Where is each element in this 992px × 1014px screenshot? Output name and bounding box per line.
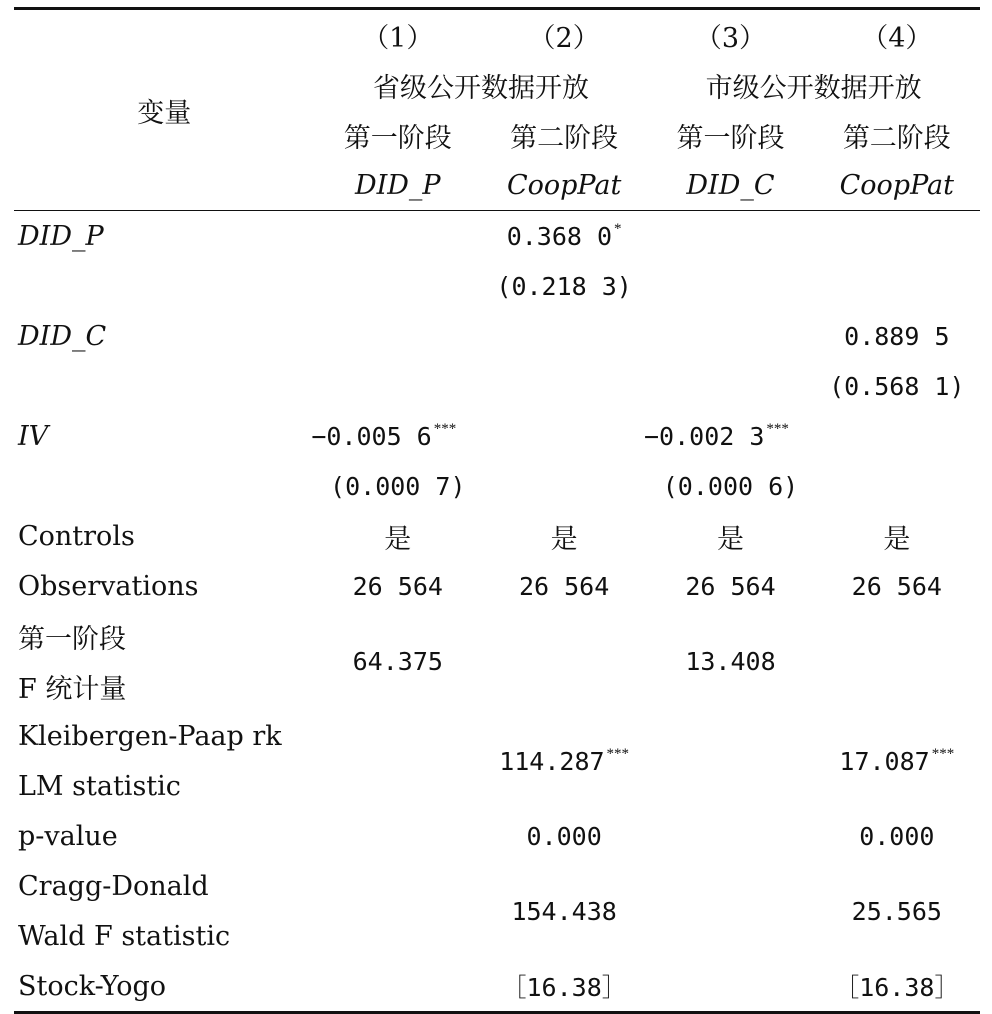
se-iv-col1: (0.000 7)	[330, 471, 466, 501]
row-iv-se	[14, 461, 980, 511]
row-kp-lm	[14, 711, 980, 761]
coef-iv-col3: −0.002 3	[644, 421, 765, 451]
row-did-c	[14, 311, 980, 361]
row-label-iv: IV	[18, 420, 49, 452]
variable-header: 变量	[137, 97, 192, 129]
controls-col2: 是	[550, 523, 578, 555]
coef-did-c-col4: 0.889 5	[844, 321, 950, 351]
col-number-3: （3）	[694, 22, 767, 54]
kp-lm-col4: 17.087	[839, 746, 930, 776]
row-observations	[14, 561, 980, 611]
row-label-did-c: DID_C	[18, 320, 107, 352]
cd-wald-col4: 25.565	[851, 896, 942, 926]
controls-col3: 是	[716, 523, 744, 555]
stage-label-2: 第二阶段	[510, 122, 619, 154]
obs-col4: 26 564	[851, 571, 942, 601]
row-did-p	[14, 211, 980, 261]
stage-label-4: 第二阶段	[842, 122, 951, 154]
stars-iv-col3: ***	[766, 420, 789, 437]
obs-col3: 26 564	[685, 571, 776, 601]
row-label-cd-wald-2: Wald F statistic	[18, 920, 231, 952]
row-controls	[14, 511, 980, 561]
stars-did-p-col2: *	[614, 220, 622, 237]
p-value-col4: 0.000	[859, 821, 935, 851]
stars-kp-lm-col2: ***	[606, 745, 630, 762]
cd-wald-col2: 154.438	[511, 896, 617, 926]
col-number-2: （2）	[528, 22, 600, 54]
row-did-c-se	[14, 361, 980, 411]
group-label-provincial: 省级公开数据开放	[372, 72, 589, 104]
first-stage-f-col3: 13.408	[685, 646, 776, 676]
row-cd-wald	[14, 861, 980, 911]
obs-col1: 26 564	[352, 571, 443, 601]
row-label-cd-wald-1: Cragg-Donald	[18, 870, 209, 902]
stock-yogo-col4: ［16.38］	[834, 973, 960, 1002]
kp-lm-col2: 114.287	[499, 746, 605, 776]
row-label-kp-lm-1: Kleibergen-Paap rk	[18, 720, 282, 752]
first-stage-f-col1: 64.375	[352, 646, 443, 676]
col-number-1: （1）	[362, 22, 434, 54]
coef-iv-col1: −0.005 6	[311, 421, 432, 451]
col-number-4: （4）	[861, 22, 933, 54]
row-iv	[14, 411, 980, 461]
group-label-municipal: 市级公开数据开放	[705, 72, 922, 104]
row-label-kp-lm-2: LM statistic	[18, 770, 181, 802]
stage-label-3: 第一阶段	[676, 122, 785, 154]
row-first-stage-f	[14, 611, 980, 661]
row-stock-yogo	[14, 961, 980, 1011]
stage-label-1: 第一阶段	[343, 122, 452, 154]
dep-var-3: DID_C	[686, 169, 775, 201]
stars-kp-lm-col4: ***	[931, 745, 955, 762]
p-value-col2: 0.000	[526, 821, 602, 851]
row-label-stock-yogo: Stock-Yogo	[18, 970, 167, 1002]
row-label-first-stage-f-2: F 统计量	[18, 673, 127, 705]
stock-yogo-col2: ［16.38］	[501, 973, 627, 1002]
row-label-did-p: DID_P	[18, 220, 104, 252]
regression-table	[14, 7, 980, 1014]
row-did-p-se	[14, 261, 980, 311]
controls-col4: 是	[883, 523, 911, 555]
dep-var-2: CoopPat	[506, 169, 622, 201]
obs-col2: 26 564	[518, 571, 610, 601]
row-label-p-value: p-value	[18, 820, 118, 852]
row-label-controls: Controls	[18, 520, 135, 552]
row-label-observations: Observations	[18, 570, 199, 602]
stars-iv-col1: ***	[433, 420, 457, 437]
dep-var-1: DID_P	[354, 169, 441, 201]
row-p-value	[14, 811, 980, 861]
coef-did-p-col2: 0.368 0	[506, 221, 613, 251]
dep-var-4: CoopPat	[839, 169, 954, 201]
se-iv-col3: (0.000 6)	[662, 471, 799, 501]
header-row-col-numbers	[14, 10, 980, 60]
row-label-first-stage-f-1: 第一阶段	[18, 623, 126, 655]
se-did-p-col2: (0.218 3)	[496, 271, 632, 301]
se-did-c-col4: (0.568 1)	[829, 371, 965, 401]
controls-col1: 是	[384, 523, 412, 555]
